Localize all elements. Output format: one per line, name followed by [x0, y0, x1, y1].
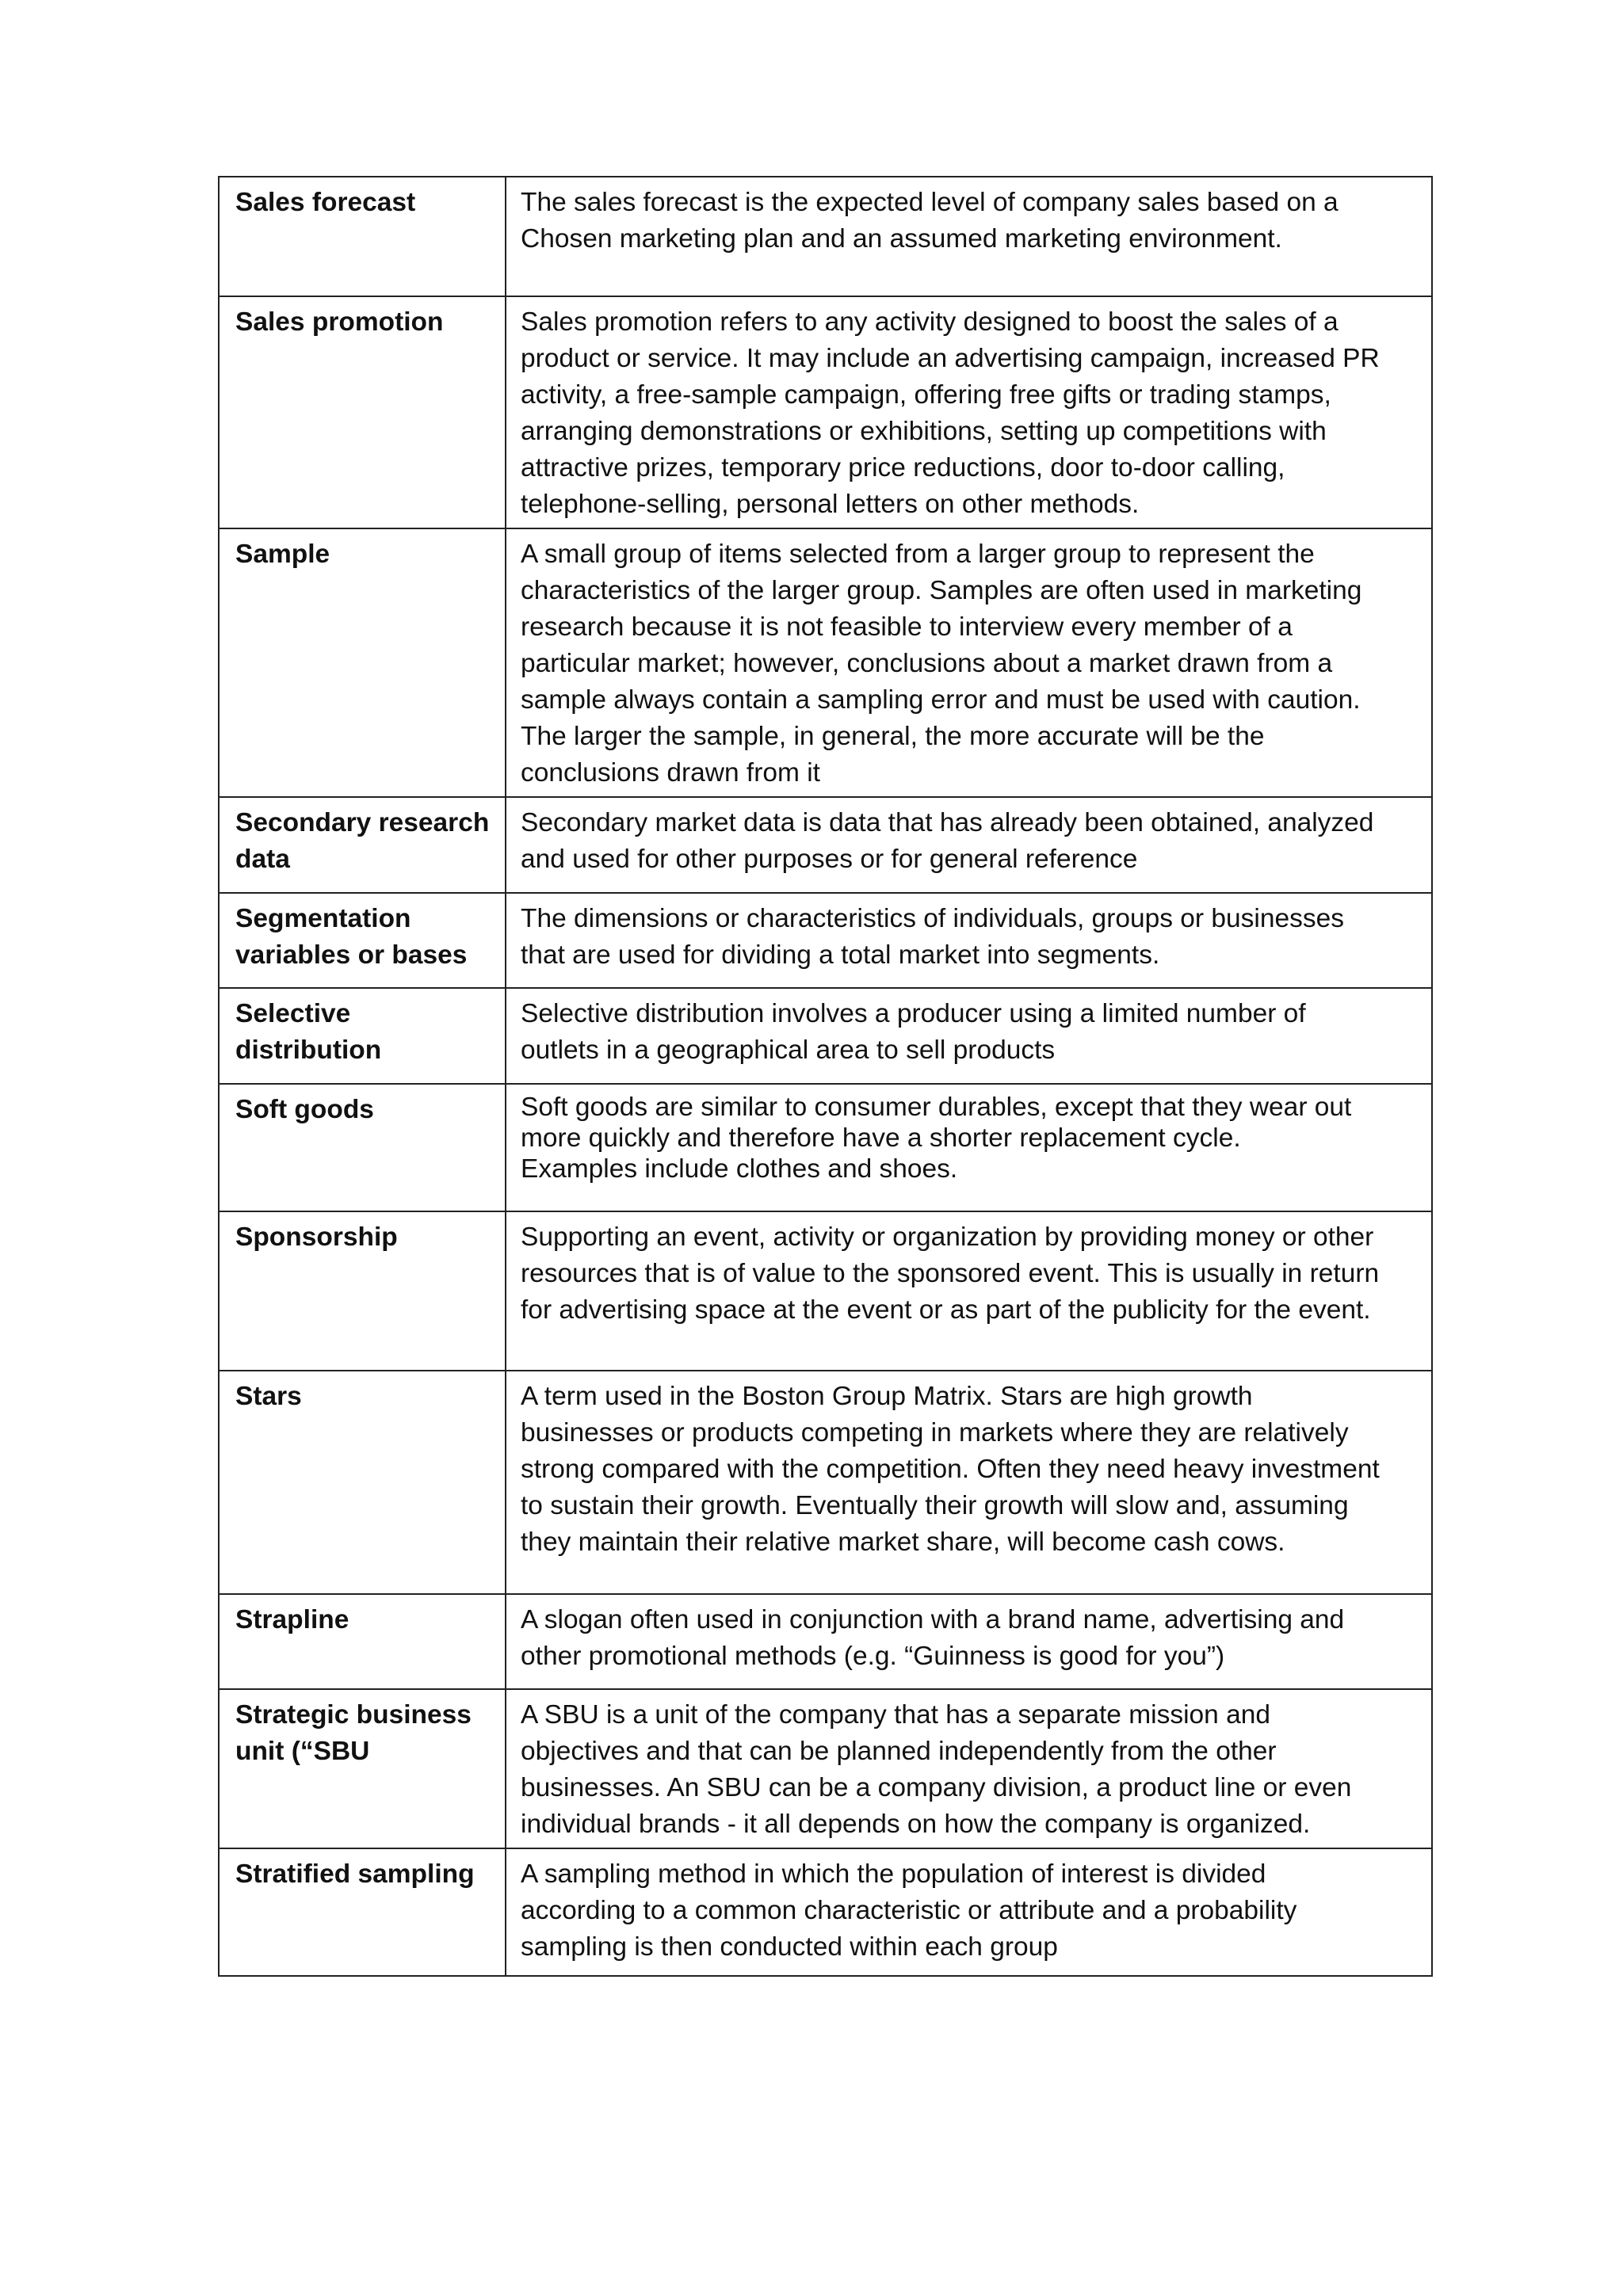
- glossary-definition: Soft goods are similar to consumer durables, except that they wear out more quickly and therefore have a shorter replacement cycle. Examples include clothes and shoes.: [506, 1084, 1432, 1211]
- glossary-definition: The dimensions or characteristics of individuals, groups or businesses that are used for dividing a total market into segments.: [506, 893, 1432, 988]
- glossary-term: Sales forecast: [219, 177, 506, 296]
- glossary-row: [219, 1211, 1432, 1371]
- glossary-definition: Supporting an event, activity or organization by providing money or other resources that is of value to the sponsored event. This is usually in return for advertising space at the event or as part of the publicity for the event.: [506, 1211, 1432, 1371]
- glossary-row: [219, 1594, 1432, 1689]
- glossary-term: Secondary research data: [219, 797, 506, 893]
- glossary-term: Sponsorship: [219, 1211, 506, 1371]
- glossary-term: Sample: [219, 528, 506, 797]
- glossary-term: Sales promotion: [219, 296, 506, 528]
- glossary-table: [218, 176, 1433, 1977]
- glossary-row: [219, 528, 1432, 797]
- glossary-row: [219, 1084, 1432, 1211]
- glossary-term: Strategic business unit (“SBU: [219, 1689, 506, 1848]
- glossary-definition: A slogan often used in conjunction with a brand name, advertising and other promotional methods (e.g. “Guinness is good for you”): [506, 1594, 1432, 1689]
- glossary-row: [219, 296, 1432, 528]
- glossary-term: Selective distribution: [219, 988, 506, 1084]
- glossary-row: [219, 988, 1432, 1084]
- glossary-definition: Secondary market data is data that has already been obtained, analyzed and used for other purposes or for general reference: [506, 797, 1432, 893]
- glossary-row: [219, 797, 1432, 893]
- glossary-row: [219, 1689, 1432, 1848]
- glossary-term: Stratified sampling: [219, 1848, 506, 1976]
- glossary-definition: The sales forecast is the expected level of company sales based on a Chosen marketing plan and an assumed marketing environment.: [506, 177, 1432, 296]
- glossary-term: Soft goods: [219, 1084, 506, 1211]
- glossary-definition: A SBU is a unit of the company that has a separate mission and objectives and that can be planned independently from the other businesses. An SBU can be a company division, a product line or even individual brands - it all depends on how the company is organized.: [506, 1689, 1432, 1848]
- glossary-term: Strapline: [219, 1594, 506, 1689]
- glossary-definition: Sales promotion refers to any activity designed to boost the sales of a product or service. It may include an advertising campaign, increased PR activity, a free-sample campaign, offering free gifts or trading stamps, arranging demonstrations or exhibitions, setting up competitions with attractive prizes, temporary price reductions, door to-door calling, telephone-selling, personal letters on other methods.: [506, 296, 1432, 528]
- glossary-term: Stars: [219, 1371, 506, 1594]
- glossary-row: [219, 1848, 1432, 1976]
- glossary-row: [219, 893, 1432, 988]
- glossary-definition: A sampling method in which the population of interest is divided according to a common characteristic or attribute and a probability sampling is then conducted within each group: [506, 1848, 1432, 1976]
- glossary-definition: A small group of items selected from a larger group to represent the characteristics of the larger group. Samples are often used in marketing research because it is not feasible to interview every member of a particular market; however, conclusions about a market drawn from a sample always contain a sampling error and must be used with caution. The larger the sample, in general, the more accurate will be the conclusions drawn from it: [506, 528, 1432, 797]
- glossary-definition: A term used in the Boston Group Matrix. Stars are high growth businesses or products competing in markets where they are relatively strong compared with the competition. Often they need heavy investment to sustain their growth. Eventually their growth will slow and, assuming they maintain their relative market share, will become cash cows.: [506, 1371, 1432, 1594]
- glossary-definition: Selective distribution involves a producer using a limited number of outlets in a geographical area to sell products: [506, 988, 1432, 1084]
- glossary-row: [219, 177, 1432, 296]
- glossary-term: Segmentation variables or bases: [219, 893, 506, 988]
- glossary-row: [219, 1371, 1432, 1594]
